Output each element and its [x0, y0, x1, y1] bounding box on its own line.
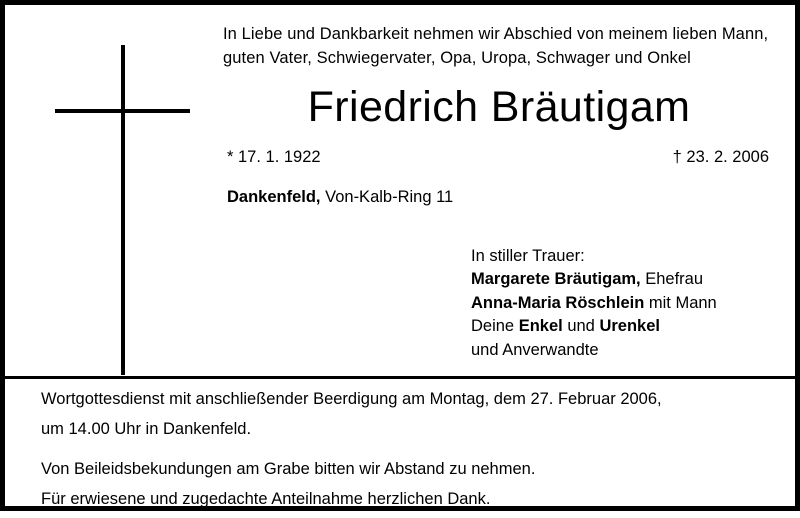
- notice-inner: [5, 5, 795, 506]
- mourner-name-secondary: Urenkel: [599, 317, 660, 336]
- birth-date: * 17. 1. 1922: [227, 147, 321, 166]
- mourners-block: [223, 245, 775, 362]
- death-date: † 23. 2. 2006: [672, 147, 769, 166]
- mourner-conjunction: und: [562, 317, 600, 336]
- service-details: [41, 388, 771, 518]
- notice-content: [223, 23, 775, 362]
- horizontal-divider: [5, 376, 795, 379]
- address-place: Dankenfeld,: [227, 187, 321, 206]
- service-line-3: Von Beileidsbekundungen am Grabe bitten wir Abstand zu nehmen.: [41, 459, 536, 478]
- mourner-relation: Ehefrau: [640, 270, 704, 289]
- mourner-name: Enkel: [518, 317, 563, 336]
- mourner-prefix: Deine: [471, 317, 519, 336]
- mourner-row: [471, 268, 775, 291]
- deceased-name: Friedrich Bräutigam: [307, 82, 691, 131]
- mourner-name: Margarete Bräutigam,: [471, 270, 641, 289]
- mourner-row: [471, 315, 775, 338]
- life-dates: [223, 148, 775, 167]
- cross-icon: [45, 45, 195, 375]
- mourner-relation: mit Mann: [644, 293, 717, 312]
- intro-text: In Liebe und Dankbarkeit nehmen wir Abschied von meinem lieben Mann, guten Vater, Schwiegervater, Opa, Uropa, Schwager und Onkel: [223, 25, 769, 67]
- service-line-2: um 14.00 Uhr in Dankenfeld.: [41, 419, 252, 438]
- mourner-row: [471, 292, 775, 315]
- address-line: [223, 188, 775, 207]
- mourning-heading: In stiller Trauer:: [471, 246, 585, 265]
- cross-horizontal-bar: [55, 109, 190, 113]
- address-street: Von-Kalb-Ring 11: [320, 187, 454, 206]
- cross-vertical-bar: [121, 45, 125, 375]
- mourner-row: [471, 339, 775, 362]
- mourner-relation: und Anverwandte: [471, 340, 599, 359]
- service-line-4: Für erwiesene und zugedachte Anteilnahme herzlichen Dank.: [41, 489, 491, 508]
- service-line-1: Wortgottesdienst mit anschließender Beerdigung am Montag, dem 27. Februar 2006,: [41, 390, 662, 408]
- mourner-name: Anna-Maria Röschlein: [471, 293, 645, 312]
